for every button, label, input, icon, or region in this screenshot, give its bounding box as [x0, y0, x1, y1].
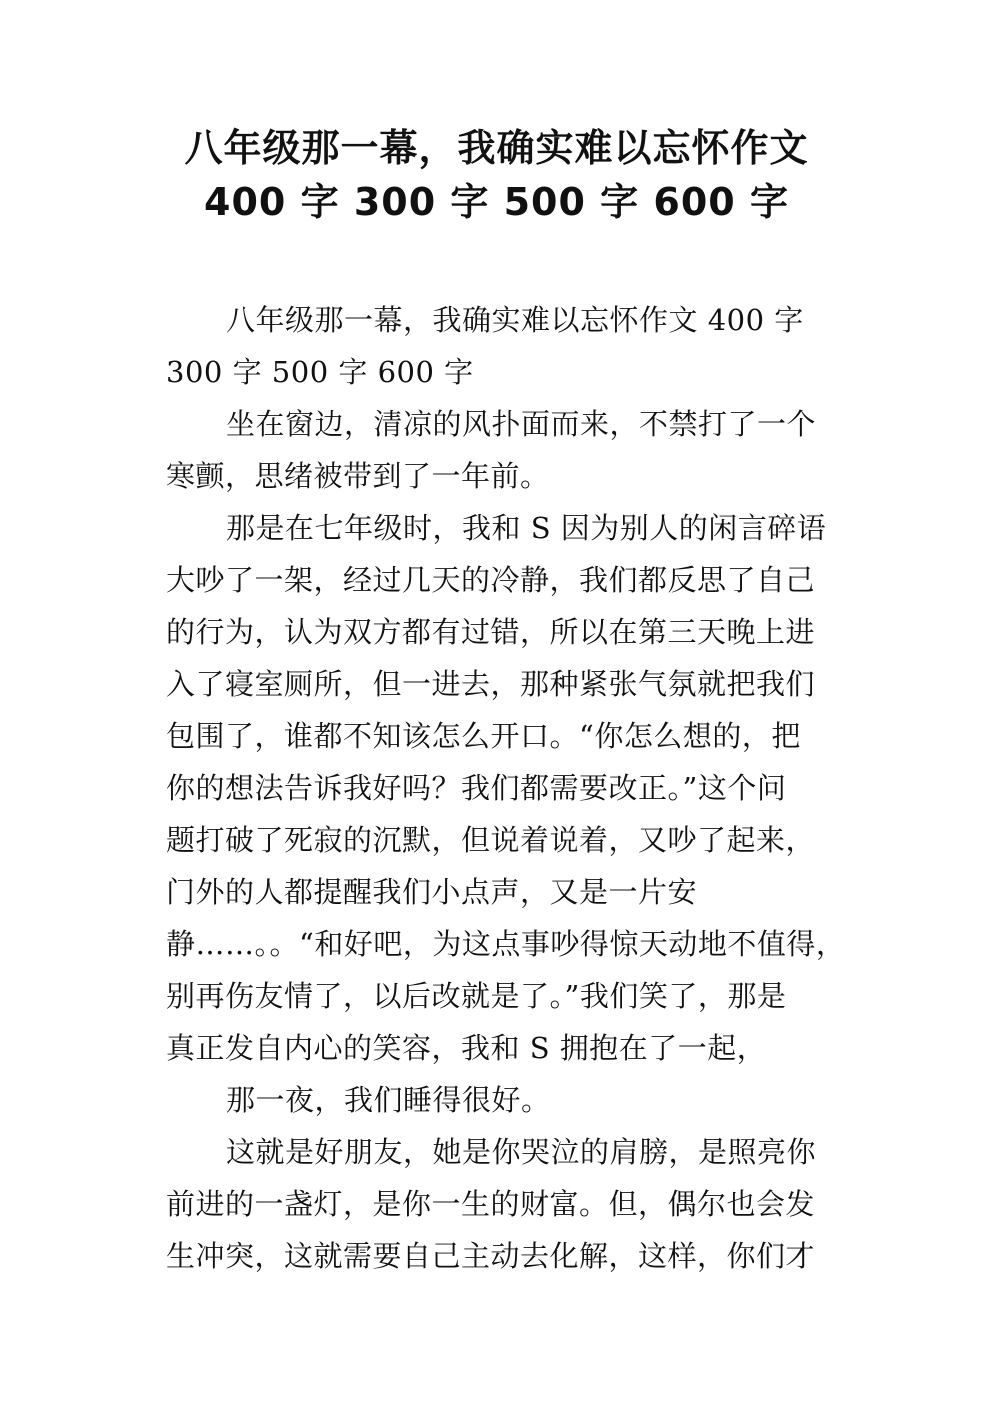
body-line: 那一夜，我们睡得很好。 [226, 1083, 551, 1117]
body-line: 300 字 500 字 600 字 [166, 355, 474, 389]
body-line: 八年级那一幕，我确实难以忘怀作文 400 字 [226, 303, 804, 337]
body-line: 别再伤友情了，以后改就是了。”我们笑了，那是 [166, 979, 787, 1013]
body-line: 大吵了一架，经过几天的冷静，我们都反思了自己 [166, 563, 816, 597]
body-line: 这就是好朋友，她是你哭泣的肩膀，是照亮你 [226, 1135, 817, 1169]
body-line: 你的想法告诉我好吗？我们都需要改正。”这个问 [166, 771, 787, 805]
body-line: 静……。。“和好吧，为这点事吵得惊天动地不值得， [166, 927, 846, 961]
body-line: 真正发自内心的笑容，我和 S 拥抱在了一起， [166, 1031, 767, 1065]
body-line: 门外的人都提醒我们小点声，又是一片安 [166, 875, 698, 909]
body-line: 入了寝室厕所，但一进去，那种紧张气氛就把我们 [166, 667, 816, 701]
body-line: 的行为，认为双方都有过错，所以在第三天晚上进 [166, 615, 816, 649]
body-line: 坐在窗边，清凉的风扑面而来，不禁打了一个 [226, 407, 817, 441]
body-line: 寒颤，思绪被带到了一年前。 [166, 459, 550, 493]
document-title-line-2: 400 字 300 字 500 字 600 字 [204, 180, 789, 224]
body-line: 前进的一盏灯，是你一生的财富。但，偶尔也会发 [166, 1187, 816, 1221]
body-line: 生冲突，这就需要自己主动去化解，这样，你们才 [166, 1239, 816, 1273]
body-line: 那是在七年级时，我和 S 因为别人的闲言碎语 [226, 511, 827, 545]
document-title-line-1: 八年级那一幕，我确实难以忘怀作文 [184, 126, 809, 170]
body-line: 包围了，谁都不知该怎么开口。“你怎么想的，把 [166, 719, 801, 753]
body-line: 题打破了死寂的沉默，但说着说着，又吵了起来， [166, 823, 816, 857]
